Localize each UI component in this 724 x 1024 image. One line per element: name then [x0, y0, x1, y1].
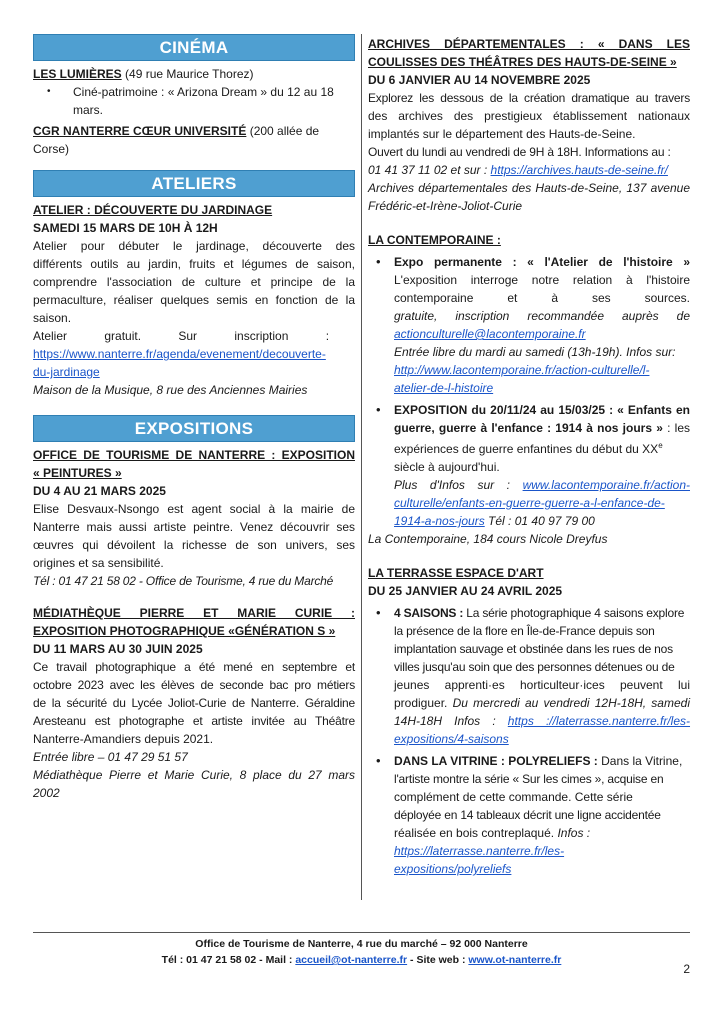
footer	[33, 936, 690, 968]
ot-expo-date: DU 4 AU 21 MARS 2025	[33, 484, 166, 498]
contemporaine-expo-permanente: • Expo permanente : « l'Atelier de l'histoire » L'exposition interroge notre relation à l'histoire contemporaine et à ses sources. gratuite, inscription recommandée auprès de actionculturelle@lacontemporaine.fr Entrée libre du mardi au samedi (13h-19h). Infos sur: http://www.lacontemporaine.fr/action-culturelle/l- atelier-de-l-histoire	[368, 253, 690, 397]
terrasse-title: LA TERRASSE ESPACE D'ART	[368, 566, 544, 580]
footer-mail-link[interactable]: accueil@ot-nanterre.fr	[295, 954, 408, 966]
atelier-date: SAMEDI 15 MARS DE 10H À 12H	[33, 221, 218, 235]
ot-expo-title: OFFICE DE TOURISME DE NANTERRE : EXPOSITION « PEINTURES »	[33, 448, 355, 480]
atelier-description: Atelier pour débuter le jardinage, découverte des différents outils au jardin, fruits et légumes de saison, comprendre l'association de culture et principe de la permaculture, réaliser quelques semis en fonction de la saison. Atelier gratuit. Sur inscription :	[33, 239, 355, 343]
contemporaine-title: LA CONTEMPORAINE :	[368, 233, 501, 247]
right-column	[368, 34, 690, 878]
footer-divider	[33, 932, 690, 933]
contemporaine-atelier-link[interactable]: http://www.lacontemporaine.fr/action-culturelle/l- atelier-de-l-histoire	[394, 363, 650, 395]
atelier-link[interactable]: https://www.nanterre.fr/agenda/evenement/decouverte- du-jardinage	[33, 347, 326, 379]
contemporaine-enfants-link-3[interactable]: 1914-a-nos-jours	[394, 514, 485, 528]
contemporaine-place: La Contemporaine, 184 cours Nicole Dreyfus	[368, 532, 608, 546]
footer-web-link[interactable]: www.ot-nanterre.fr	[468, 954, 562, 966]
terrasse-4-saisons-link-2[interactable]: expositions/4-saisons	[394, 732, 509, 746]
ot-expo-contact: Tél : 01 47 21 58 02 - Office de Tourisme, 4 rue du Marché	[33, 574, 334, 588]
contemporaine-expo-enfants: • EXPOSITION du 20/11/24 au 15/03/25 : « Enfants en guerre, guerre à l'enfance : 1914 à nos jours » : les expériences de guerre enfantines du début du XXe siècle à aujourd'hui. Plus d'Infos sur : www.lacontemporaine.fr/action- culturelle/enfants-en-guerre-guerre-a-l-enfance-de- 1914-a-nos-jours Tél : 01 40 97 79 00	[368, 401, 690, 530]
contemporaine-enfants-link-2[interactable]: culturelle/enfants-en-guerre-guerre-a-l-enfance-de-	[394, 496, 665, 510]
media-expo-date: DU 11 MARS AU 30 JUIN 2025	[33, 642, 203, 656]
expositions-banner: EXPOSITIONS	[33, 415, 355, 442]
terrasse-polyreliefs: • DANS LA VITRINE : POLYRELIEFS : Dans la Vitrine, l'artiste montre la série « Sur les cimes », acquise en complément de cette commande. Cette série déployée en 14 tableaux décrit une ligne accidentée réalisée en bois contreplaqué. Infos : https://laterrasse.nanterre.fr/les- expositions/polyreliefs	[368, 752, 690, 878]
media-expo-entry: Entrée libre – 01 47 29 51 57	[33, 750, 188, 764]
terrasse-4-saisons-link[interactable]: https ://laterrasse.nanterre.fr/les-	[507, 714, 691, 728]
archives-title: ARCHIVES DÉPARTEMENTALES : « DANS LES COULISSES DES THÉÂTRES DES HAUTS-DE-SEINE »	[368, 37, 690, 69]
page-number: 2	[683, 962, 690, 976]
cinema-lumieres: LES LUMIÈRES (49 rue Maurice Thorez)	[33, 67, 254, 81]
archives-place: Archives départementales des Hauts-de-Seine, 137 avenue Frédéric-et-Irène-Joliot-Curie	[368, 181, 690, 213]
archives-description: Explorez les dessous de la création dramatique au travers des archives des prestigieux établissement nationaux implantés sur le département des Hauts-de-Seine. Ouvert du lundi au vendredi de 9H à 18H. Informations au : 01 41 37 11 02 et sur : https://archives.hauts-de-seine.fr/	[368, 91, 690, 177]
atelier-title: ATELIER : DÉCOUVERTE DU JARDINAGE	[33, 203, 273, 217]
ateliers-banner: ATELIERS	[33, 170, 355, 197]
media-expo-place: Médiathèque Pierre et Marie Curie, 8 place du 27 mars 2002	[33, 768, 355, 800]
archives-date: DU 6 JANVIER AU 14 NOVEMBRE 2025	[368, 73, 591, 87]
media-expo-description: Ce travail photographique a été mené en septembre et octobre 2023 avec les élèves de seconde bac pro métiers de la sécurité du Lycée Joliot-Curie de Nanterre. Géraldine Aresteanu est photographe et artiste invitée au Théâtre Nanterre-Amandiers depuis 2021.	[33, 660, 355, 746]
footer-contact: Tél : 01 47 21 58 02 - Mail : accueil@ot-nanterre.fr - Site web : www.ot-nanterre.fr	[161, 954, 562, 966]
terrasse-4-saisons: • 4 SAISONS : La série photographique 4 saisons explore la présence de la flore en Île-de-France depuis son implantation sauvage et obstinée dans les rues de nos villes jusqu'au soin que des personnes détenues ou de jeunes apprenti·es horticulteur·ices peuvent lui prodiguer. Du mercredi au vendredi 12H-18H, samedi 14H-18H Infos : https ://laterrasse.nanterre.fr/les- expositions/4-saisons	[368, 604, 690, 748]
terrasse-polyreliefs-link[interactable]: https://laterrasse.nanterre.fr/les-	[394, 844, 565, 858]
media-expo-title: MÉDIATHÈQUE PIERRE ET MARIE CURIE : EXPOSITION PHOTOGRAPHIQUE «GÉNÉRATION S »	[33, 606, 355, 638]
ot-expo-description: Elise Desvaux-Nsongo est agent social à la mairie de Nanterre mais aussi artiste peintre. Venez découvrir ses œuvres qui dévoilent la richesse de son univers, ses origines et sa sensibilité.	[33, 502, 355, 570]
left-column	[33, 34, 355, 802]
atelier-place: Maison de la Musique, 8 rue des Anciennes Mairies	[33, 383, 308, 397]
cinema-banner: CINÉMA	[33, 34, 355, 61]
footer-address: Office de Tourisme de Nanterre, 4 rue du marché – 92 000 Nanterre	[195, 938, 528, 950]
terrasse-date: DU 25 JANVIER AU 24 AVRIL 2025	[368, 584, 563, 598]
cinema-cgr: CGR NANTERRE CŒUR UNIVERSITÉ (200 allée de Corse)	[33, 124, 320, 156]
contemporaine-enfants-link[interactable]: www.lacontemporaine.fr/action-	[522, 478, 690, 492]
contemporaine-mail[interactable]: actionculturelle@lacontemporaine.fr	[394, 327, 586, 341]
terrasse-polyreliefs-link-2[interactable]: expositions/polyreliefs	[394, 862, 512, 876]
column-divider	[361, 34, 362, 900]
cinema-bullet: • Ciné-patrimoine : « Arizona Dream » du 12 au 18 mars.	[33, 83, 355, 119]
archives-link[interactable]: https://archives.hauts-de-seine.fr/	[490, 163, 668, 177]
